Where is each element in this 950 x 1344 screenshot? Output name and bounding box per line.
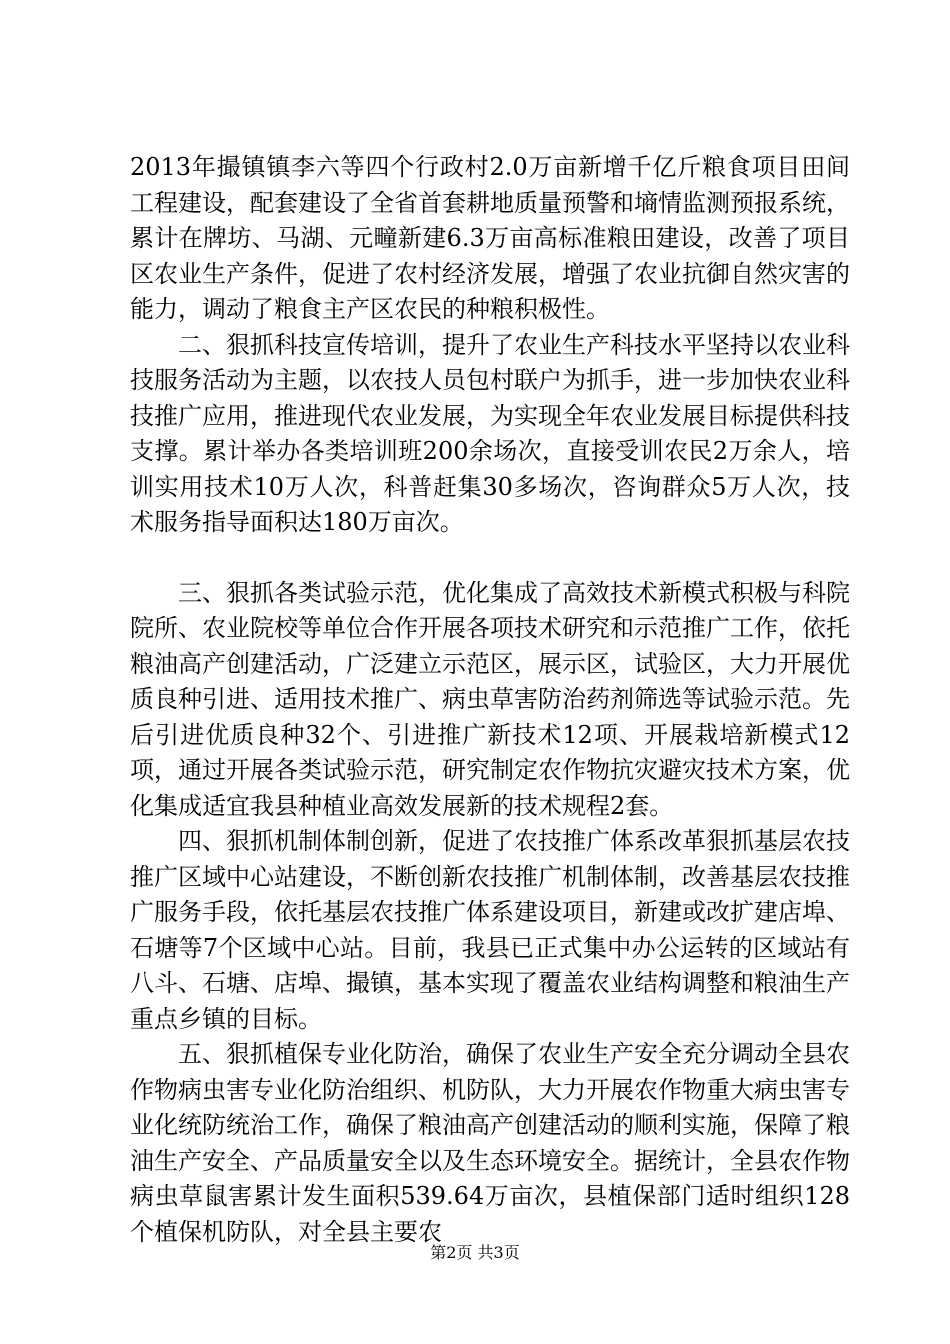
page-number-footer: 第2页 共3页 [430,1243,520,1262]
paragraph-spacer [130,541,850,576]
paragraph-plant-protection: 五、狠抓植保专业化防治，确保了农业生产安全充分调动全县农作物病虫害专业化防治组织、机防队，大力开展农作物重大病虫害专业化统防统治工作，确保了粮油高产创建活动的顺利实施，保障了粮油生产安全、产品质量安全以及生态环境安全。据统计，全县农作物病虫草鼠害累计发生面积539.64万亩次，县植保部门适时组织128个植保机防队，对全县主要农 [130,1040,850,1246]
paragraph-mechanism-reform: 四、狠抓机制体制创新，促进了农技推广体系改革狠抓基层农技推广区域中心站建设，不断创新农技推广机制体制，改善基层农技推广服务手段，依托基层农技推广体系建设项目，新建或改扩建店埠、石塘等7个区域中心站。目前，我县已正式集中办公运转的区域站有八斗、石塘、店埠、撮镇，基本实现了覆盖农业结构调整和粮油生产重点乡镇的目标。 [130,827,850,1033]
paragraph-grain-project: 2013年撮镇镇李六等四个行政村2.0万亩新增千亿斤粮食项目田间工程建设，配套建设了全省首套耕地质量预警和墒情监测预报系统，累计在牌坊、马湖、元疃新建6.3万亩高标准粮田建设，改善了项目区农业生产条件，促进了农村经济发展，增强了农业抗御自然灾害的能力，调动了粮食主产区农民的种粮积极性。 [130,153,850,323]
document-body [130,150,850,1250]
paragraph-trial-demonstration: 三、狠抓各类试验示范，优化集成了高效技术新模式积极与科院院所、农业院校等单位合作开展各项技术研究和示范推广工作，依托粮油高产创建活动，广泛建立示范区，展示区，试验区，大力开展优质良种引进、适用技术推广、病虫草害防治药剂筛选等试验示范。先后引进优质良种32个、引进推广新技术12项、开展栽培新模式12项，通过开展各类试验示范，研究制定农作物抗灾避灾技术方案，优化集成适宜我县种植业高效发展新的技术规程2套。 [130,578,850,820]
paragraph-tech-training: 二、狠抓科技宣传培训，提升了农业生产科技水平坚持以农业科技服务活动为主题，以农技人员包村联户为抓手，进一步加快农业科技推广应用，推进现代农业发展，为实现全年农业发展目标提供科技支撑。累计举办各类培训班200余场次，直接受训农民2万余人，培训实用技术10万人次，科普赶集30多场次，咨询群众5万人次，技术服务指导面积达180万亩次。 [130,330,850,536]
